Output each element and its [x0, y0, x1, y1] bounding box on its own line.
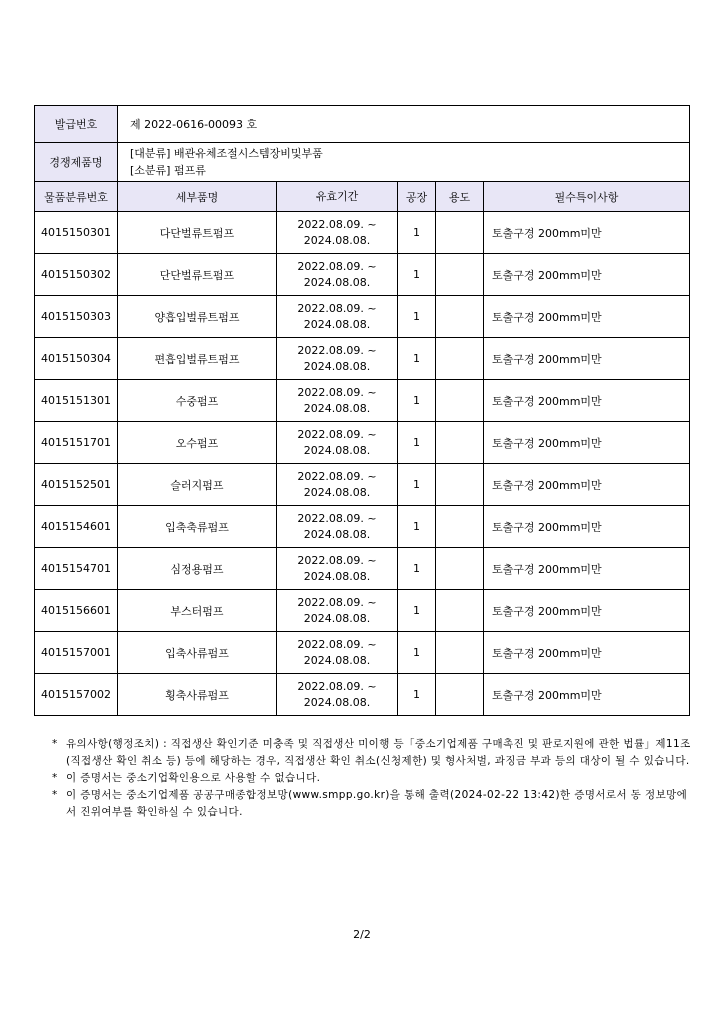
name-cell: 양흡입벌류트펌프 [118, 296, 277, 338]
factory-cell: 1 [398, 296, 436, 338]
notes-section [52, 736, 694, 821]
col-name-header: 세부품명 [118, 182, 277, 212]
factory-cell: 1 [398, 464, 436, 506]
note-cell: 토출구경 200mm미만 [484, 674, 690, 716]
note-cell: 토출구경 200mm미만 [484, 296, 690, 338]
col-note-header: 필수특이사항 [484, 182, 690, 212]
factory-cell: 1 [398, 674, 436, 716]
period-cell [277, 296, 398, 338]
factory-cell: 1 [398, 506, 436, 548]
use-cell [436, 674, 484, 716]
table-row [35, 212, 690, 254]
product-table [34, 181, 690, 716]
minor-class: [소분류] 펌프류 [130, 164, 206, 177]
period-end: 2024.08.08. [303, 695, 371, 709]
factory-cell: 1 [398, 548, 436, 590]
header-table [34, 105, 690, 182]
code-cell: 4015150303 [35, 296, 118, 338]
table-row [35, 254, 690, 296]
use-cell [436, 548, 484, 590]
use-cell [436, 338, 484, 380]
code-cell: 4015157002 [35, 674, 118, 716]
col-period-header: 유효기간 [277, 182, 398, 212]
name-cell: 수중펌프 [118, 380, 277, 422]
period-cell [277, 338, 398, 380]
period-start: 2022.08.09. ~ [297, 553, 377, 567]
note-cell: 토출구경 200mm미만 [484, 422, 690, 464]
note-bullet: * [52, 789, 58, 801]
note-item [52, 770, 694, 787]
note-cell: 토출구경 200mm미만 [484, 380, 690, 422]
code-cell: 4015152501 [35, 464, 118, 506]
name-cell: 입축사류펌프 [118, 632, 277, 674]
table-row [35, 380, 690, 422]
period-start: 2022.08.09. ~ [297, 511, 377, 525]
note-bullet: * [52, 738, 58, 750]
table-row [35, 506, 690, 548]
col-use-header: 용도 [436, 182, 484, 212]
period-end: 2024.08.08. [303, 443, 371, 457]
name-cell: 편흡입벌류트펌프 [118, 338, 277, 380]
note-text: 이 증명서는 중소기업확인용으로 사용할 수 없습니다. [66, 772, 321, 784]
name-cell: 오수펌프 [118, 422, 277, 464]
table-header-row [35, 182, 690, 212]
period-cell [277, 254, 398, 296]
period-cell [277, 674, 398, 716]
code-cell: 4015150302 [35, 254, 118, 296]
name-cell: 단단벌류트펌프 [118, 254, 277, 296]
note-text: 이 증명서는 중소기업제품 공공구매종합정보망(www.smpp.go.kr)을 통해 출력(2024-02-22 13:42)한 증명서로서 동 정보망에서 진위여부를 확인하실 수 있습니다. [66, 789, 688, 818]
period-end: 2024.08.08. [303, 233, 371, 247]
note-item [52, 787, 694, 821]
note-cell: 토출구경 200mm미만 [484, 548, 690, 590]
note-cell: 토출구경 200mm미만 [484, 590, 690, 632]
code-cell: 4015156601 [35, 590, 118, 632]
note-item [52, 736, 694, 770]
factory-cell: 1 [398, 422, 436, 464]
table-row [35, 674, 690, 716]
period-start: 2022.08.09. ~ [297, 301, 377, 315]
col-factory-header: 공장 [398, 182, 436, 212]
note-cell: 토출구경 200mm미만 [484, 632, 690, 674]
use-cell [436, 380, 484, 422]
period-end: 2024.08.08. [303, 485, 371, 499]
period-cell [277, 464, 398, 506]
code-cell: 4015157001 [35, 632, 118, 674]
period-cell [277, 632, 398, 674]
period-end: 2024.08.08. [303, 569, 371, 583]
period-cell [277, 506, 398, 548]
use-cell [436, 422, 484, 464]
use-cell [436, 632, 484, 674]
code-cell: 4015150301 [35, 212, 118, 254]
name-cell: 부스터펌프 [118, 590, 277, 632]
factory-cell: 1 [398, 590, 436, 632]
period-start: 2022.08.09. ~ [297, 259, 377, 273]
code-cell: 4015150304 [35, 338, 118, 380]
note-cell: 토출구경 200mm미만 [484, 506, 690, 548]
period-end: 2024.08.08. [303, 401, 371, 415]
use-cell [436, 254, 484, 296]
name-cell: 입축축류펌프 [118, 506, 277, 548]
period-cell [277, 212, 398, 254]
table-row [35, 422, 690, 464]
name-cell: 횡축사류펌프 [118, 674, 277, 716]
factory-cell: 1 [398, 254, 436, 296]
note-text: 유의사항(행정조치) : 직접생산 확인기준 미충족 및 직접생산 미이행 등「중소기업제품 구매촉진 및 판로지원에 관한 법률」제11조(직접생산 확인 취소 등) 등에 해당하는 경우, 직접생산 확인 취소(신청제한) 및 형사처벌, 과징금 부과 등의 대상이 될 수 있습니다. [66, 738, 691, 767]
code-cell: 4015151301 [35, 380, 118, 422]
note-cell: 토출구경 200mm미만 [484, 464, 690, 506]
major-class: [대분류] 배관유체조절시스템장비및부품 [130, 147, 323, 160]
table-row [35, 296, 690, 338]
period-end: 2024.08.08. [303, 275, 371, 289]
note-cell: 토출구경 200mm미만 [484, 212, 690, 254]
issue-number-label: 발급번호 [35, 106, 118, 143]
name-cell: 슬러지펌프 [118, 464, 277, 506]
code-cell: 4015151701 [35, 422, 118, 464]
period-start: 2022.08.09. ~ [297, 385, 377, 399]
page-number: 2/2 [353, 928, 371, 941]
table-row [35, 548, 690, 590]
use-cell [436, 212, 484, 254]
table-row [35, 464, 690, 506]
factory-cell: 1 [398, 338, 436, 380]
period-cell [277, 590, 398, 632]
note-bullet: * [52, 772, 58, 784]
period-start: 2022.08.09. ~ [297, 427, 377, 441]
use-cell [436, 464, 484, 506]
note-cell: 토출구경 200mm미만 [484, 338, 690, 380]
period-start: 2022.08.09. ~ [297, 679, 377, 693]
period-start: 2022.08.09. ~ [297, 595, 377, 609]
use-cell [436, 590, 484, 632]
period-cell [277, 422, 398, 464]
factory-cell: 1 [398, 380, 436, 422]
period-start: 2022.08.09. ~ [297, 637, 377, 651]
name-cell: 심정용펌프 [118, 548, 277, 590]
name-cell: 다단벌류트펌프 [118, 212, 277, 254]
table-row [35, 590, 690, 632]
period-end: 2024.08.08. [303, 359, 371, 373]
factory-cell: 1 [398, 212, 436, 254]
code-cell: 4015154701 [35, 548, 118, 590]
note-cell: 토출구경 200mm미만 [484, 254, 690, 296]
factory-cell: 1 [398, 632, 436, 674]
code-cell: 4015154601 [35, 506, 118, 548]
product-classification [118, 143, 690, 182]
table-row [35, 338, 690, 380]
period-end: 2024.08.08. [303, 317, 371, 331]
period-end: 2024.08.08. [303, 611, 371, 625]
use-cell [436, 506, 484, 548]
table-row [35, 632, 690, 674]
col-code-header: 물품분류번호 [35, 182, 118, 212]
period-start: 2022.08.09. ~ [297, 217, 377, 231]
issue-number-value: 제 2022-0616-00093 호 [118, 106, 690, 143]
use-cell [436, 296, 484, 338]
period-start: 2022.08.09. ~ [297, 469, 377, 483]
period-cell [277, 548, 398, 590]
period-start: 2022.08.09. ~ [297, 343, 377, 357]
period-end: 2024.08.08. [303, 653, 371, 667]
period-end: 2024.08.08. [303, 527, 371, 541]
product-name-label: 경쟁제품명 [35, 143, 118, 182]
period-cell [277, 380, 398, 422]
